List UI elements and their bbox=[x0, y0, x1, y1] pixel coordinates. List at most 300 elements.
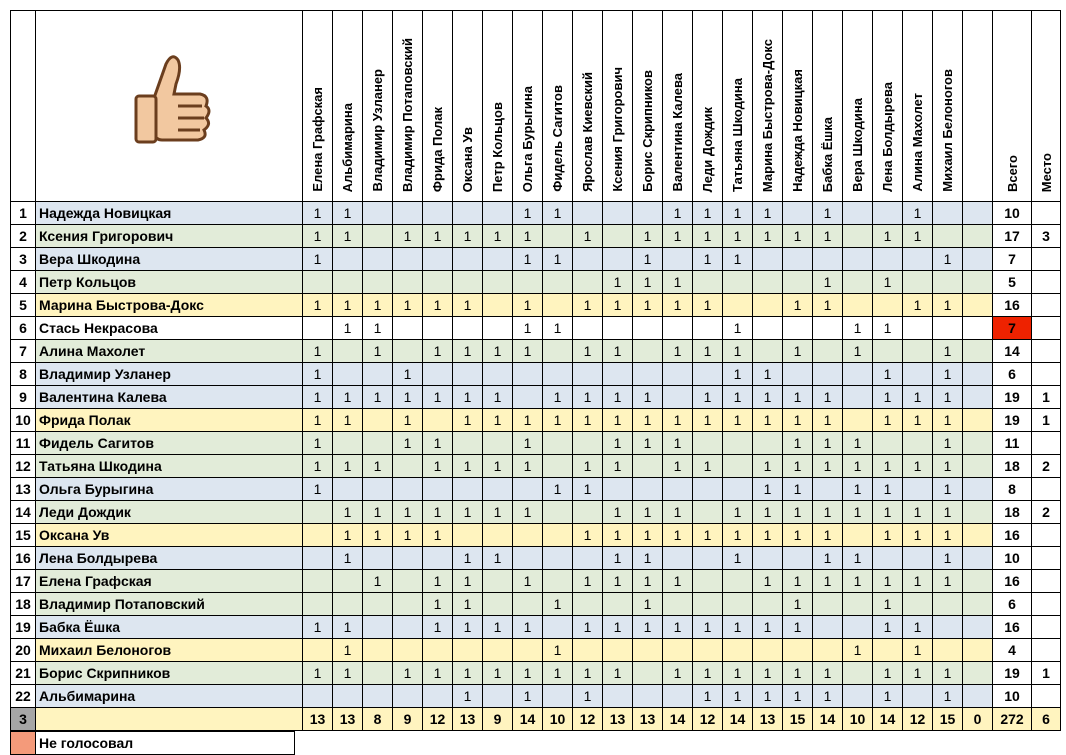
vote-cell: 1 bbox=[633, 432, 663, 455]
row-number: 6 bbox=[11, 317, 36, 340]
vote-cell: 1 bbox=[333, 455, 363, 478]
vote-cell bbox=[753, 432, 783, 455]
vote-cell bbox=[513, 363, 543, 386]
vote-cell: 1 bbox=[783, 616, 813, 639]
voting-sheet bbox=[10, 10, 1061, 755]
vote-cell: 1 bbox=[483, 386, 513, 409]
vote-cell: 1 bbox=[843, 340, 873, 363]
vote-cell bbox=[963, 593, 993, 616]
vote-cell bbox=[903, 547, 933, 570]
vote-cell: 1 bbox=[813, 524, 843, 547]
vote-cell: 1 bbox=[573, 409, 603, 432]
vote-cell: 1 bbox=[693, 202, 723, 225]
vote-cell bbox=[693, 478, 723, 501]
vote-cell bbox=[543, 294, 573, 317]
vote-cell bbox=[363, 248, 393, 271]
vote-cell bbox=[393, 547, 423, 570]
vote-cell: 1 bbox=[513, 501, 543, 524]
vote-cell: 1 bbox=[513, 248, 543, 271]
vote-cell bbox=[573, 547, 603, 570]
vote-cell bbox=[603, 202, 633, 225]
row-total: 19 bbox=[993, 386, 1032, 409]
vote-cell: 1 bbox=[723, 386, 753, 409]
vote-cell bbox=[663, 547, 693, 570]
vote-cell: 1 bbox=[693, 409, 723, 432]
column-header-label: Ксения Григорович bbox=[610, 67, 625, 192]
row-place bbox=[1032, 202, 1061, 225]
vote-cell bbox=[693, 639, 723, 662]
row-total: 4 bbox=[993, 639, 1032, 662]
vote-cell bbox=[363, 409, 393, 432]
vote-cell bbox=[663, 363, 693, 386]
vote-cell: 1 bbox=[393, 294, 423, 317]
vote-cell: 1 bbox=[693, 524, 723, 547]
column-header-label: Владимир Потаповский bbox=[400, 37, 415, 192]
vote-cell bbox=[393, 616, 423, 639]
legend-swatch bbox=[11, 732, 36, 755]
vote-cell: 1 bbox=[753, 501, 783, 524]
vote-cell: 1 bbox=[333, 639, 363, 662]
vote-cell: 1 bbox=[723, 340, 753, 363]
table-row bbox=[11, 386, 1061, 409]
column-total: 14 bbox=[813, 708, 843, 731]
vote-cell bbox=[363, 616, 393, 639]
vote-cell bbox=[633, 363, 663, 386]
vote-cell bbox=[753, 271, 783, 294]
vote-cell: 1 bbox=[813, 409, 843, 432]
vote-cell: 1 bbox=[903, 386, 933, 409]
vote-cell bbox=[573, 271, 603, 294]
vote-cell: 1 bbox=[603, 409, 633, 432]
vote-cell: 1 bbox=[783, 662, 813, 685]
vote-cell bbox=[333, 685, 363, 708]
vote-cell bbox=[963, 294, 993, 317]
row-name: Надежда Новицкая bbox=[36, 202, 303, 225]
row-number: 10 bbox=[11, 409, 36, 432]
vote-cell: 1 bbox=[723, 409, 753, 432]
row-name: Борис Скрипников bbox=[36, 662, 303, 685]
column-header-label: Петр Кольцов bbox=[490, 101, 505, 192]
vote-cell: 1 bbox=[693, 455, 723, 478]
row-name: Марина Быстрова-Докс bbox=[36, 294, 303, 317]
vote-cell bbox=[723, 432, 753, 455]
vote-cell: 1 bbox=[663, 570, 693, 593]
vote-cell bbox=[483, 570, 513, 593]
column-total: 8 bbox=[363, 708, 393, 731]
vote-cell: 1 bbox=[783, 478, 813, 501]
vote-cell bbox=[513, 271, 543, 294]
vote-cell bbox=[783, 271, 813, 294]
vote-cell: 1 bbox=[573, 225, 603, 248]
vote-cell: 1 bbox=[303, 248, 333, 271]
vote-cell: 1 bbox=[303, 409, 333, 432]
vote-cell bbox=[843, 662, 873, 685]
vote-cell: 1 bbox=[543, 478, 573, 501]
vote-cell bbox=[753, 547, 783, 570]
vote-cell bbox=[843, 248, 873, 271]
vote-cell bbox=[873, 202, 903, 225]
vote-cell bbox=[393, 478, 423, 501]
table-row bbox=[11, 271, 1061, 294]
column-header bbox=[453, 11, 483, 202]
vote-cell: 1 bbox=[543, 639, 573, 662]
vote-cell bbox=[963, 248, 993, 271]
logo-cell bbox=[36, 11, 303, 202]
vote-cell bbox=[963, 685, 993, 708]
column-header bbox=[843, 11, 873, 202]
row-total: 7 bbox=[993, 317, 1032, 340]
vote-cell: 1 bbox=[303, 432, 333, 455]
vote-cell bbox=[303, 271, 333, 294]
vote-cell: 1 bbox=[303, 225, 333, 248]
column-header bbox=[363, 11, 393, 202]
column-header-label: Леди Дождик bbox=[700, 106, 715, 192]
legend-label: Не голосовал bbox=[36, 732, 295, 755]
vote-cell: 1 bbox=[783, 524, 813, 547]
column-header bbox=[693, 11, 723, 202]
vote-cell bbox=[693, 593, 723, 616]
vote-cell: 1 bbox=[873, 570, 903, 593]
column-header-label: Альбимарина bbox=[340, 102, 355, 192]
vote-cell bbox=[903, 593, 933, 616]
vote-cell: 1 bbox=[783, 225, 813, 248]
vote-cell: 1 bbox=[303, 616, 333, 639]
column-header bbox=[723, 11, 753, 202]
vote-cell bbox=[423, 317, 453, 340]
vote-cell: 1 bbox=[453, 225, 483, 248]
vote-cell bbox=[783, 248, 813, 271]
vote-cell bbox=[963, 524, 993, 547]
vote-cell bbox=[903, 340, 933, 363]
vote-cell bbox=[753, 639, 783, 662]
vote-cell bbox=[393, 455, 423, 478]
vote-cell bbox=[963, 202, 993, 225]
vote-cell: 1 bbox=[873, 363, 903, 386]
vote-cell: 1 bbox=[903, 501, 933, 524]
vote-cell: 1 bbox=[333, 317, 363, 340]
vote-cell: 1 bbox=[363, 455, 393, 478]
vote-cell: 1 bbox=[483, 340, 513, 363]
vote-cell bbox=[333, 363, 363, 386]
vote-cell bbox=[603, 685, 633, 708]
vote-cell: 1 bbox=[453, 386, 483, 409]
vote-cell: 1 bbox=[573, 294, 603, 317]
column-header-label: Ярослав Киевский bbox=[580, 72, 595, 192]
row-number: 12 bbox=[11, 455, 36, 478]
row-place bbox=[1032, 432, 1061, 455]
vote-cell: 1 bbox=[603, 386, 633, 409]
row-place bbox=[1032, 340, 1061, 363]
vote-cell bbox=[363, 271, 393, 294]
vote-cell: 1 bbox=[753, 685, 783, 708]
vote-cell bbox=[693, 317, 723, 340]
vote-cell bbox=[573, 363, 603, 386]
row-number: 21 bbox=[11, 662, 36, 685]
vote-cell: 1 bbox=[393, 662, 423, 685]
vote-cell bbox=[453, 317, 483, 340]
vote-cell bbox=[513, 639, 543, 662]
vote-cell bbox=[963, 662, 993, 685]
vote-cell: 1 bbox=[843, 455, 873, 478]
vote-cell: 1 bbox=[813, 662, 843, 685]
vote-cell: 1 bbox=[513, 317, 543, 340]
vote-cell: 1 bbox=[363, 317, 393, 340]
row-total: 6 bbox=[993, 363, 1032, 386]
vote-cell: 1 bbox=[873, 317, 903, 340]
vote-cell: 1 bbox=[303, 478, 333, 501]
vote-cell: 1 bbox=[663, 294, 693, 317]
vote-cell bbox=[453, 271, 483, 294]
vote-cell: 1 bbox=[723, 501, 753, 524]
vote-cell: 1 bbox=[753, 225, 783, 248]
vote-cell: 1 bbox=[603, 271, 633, 294]
vote-cell: 1 bbox=[393, 386, 423, 409]
vote-cell: 1 bbox=[813, 432, 843, 455]
column-header-label: Лена Болдырева bbox=[880, 82, 895, 192]
vote-cell bbox=[543, 501, 573, 524]
vote-cell: 1 bbox=[873, 409, 903, 432]
vote-cell bbox=[663, 317, 693, 340]
vote-cell bbox=[903, 248, 933, 271]
vote-cell: 1 bbox=[813, 501, 843, 524]
table-row bbox=[11, 501, 1061, 524]
vote-cell bbox=[573, 202, 603, 225]
vote-cell bbox=[843, 202, 873, 225]
vote-cell: 1 bbox=[603, 616, 633, 639]
vote-cell bbox=[573, 432, 603, 455]
row-total: 18 bbox=[993, 455, 1032, 478]
vote-cell: 1 bbox=[723, 685, 753, 708]
column-total: 14 bbox=[513, 708, 543, 731]
table-row bbox=[11, 340, 1061, 363]
vote-cell bbox=[663, 386, 693, 409]
vote-cell: 1 bbox=[573, 570, 603, 593]
vote-cell: 1 bbox=[483, 455, 513, 478]
vote-cell: 1 bbox=[663, 202, 693, 225]
total-header-label: Всего bbox=[1004, 154, 1020, 192]
vote-cell bbox=[543, 340, 573, 363]
row-name: Татьяна Шкодина bbox=[36, 455, 303, 478]
table-row bbox=[11, 478, 1061, 501]
vote-cell: 1 bbox=[453, 593, 483, 616]
vote-cell: 1 bbox=[453, 294, 483, 317]
vote-cell: 1 bbox=[873, 593, 903, 616]
vote-cell: 1 bbox=[543, 248, 573, 271]
vote-cell: 1 bbox=[423, 386, 453, 409]
vote-cell bbox=[813, 317, 843, 340]
vote-cell bbox=[423, 202, 453, 225]
vote-cell: 1 bbox=[903, 409, 933, 432]
vote-cell: 1 bbox=[663, 225, 693, 248]
vote-cell: 1 bbox=[663, 409, 693, 432]
row-number: 13 bbox=[11, 478, 36, 501]
vote-cell: 1 bbox=[873, 225, 903, 248]
vote-cell bbox=[393, 202, 423, 225]
row-place bbox=[1032, 685, 1061, 708]
vote-cell bbox=[333, 478, 363, 501]
vote-cell bbox=[363, 363, 393, 386]
vote-cell: 1 bbox=[423, 593, 453, 616]
vote-cell bbox=[963, 639, 993, 662]
vote-cell: 1 bbox=[753, 202, 783, 225]
vote-cell: 1 bbox=[303, 340, 333, 363]
row-name: Фрида Полак bbox=[36, 409, 303, 432]
vote-cell bbox=[303, 570, 333, 593]
vote-cell bbox=[393, 593, 423, 616]
vote-cell bbox=[423, 409, 453, 432]
vote-cell bbox=[633, 340, 663, 363]
row-number: 11 bbox=[11, 432, 36, 455]
place-header-label: Место bbox=[1038, 152, 1054, 192]
row-number: 8 bbox=[11, 363, 36, 386]
vote-cell: 1 bbox=[783, 294, 813, 317]
vote-cell bbox=[783, 202, 813, 225]
row-place bbox=[1032, 271, 1061, 294]
vote-cell bbox=[543, 524, 573, 547]
vote-cell: 1 bbox=[723, 547, 753, 570]
vote-cell bbox=[723, 639, 753, 662]
vote-cell bbox=[543, 455, 573, 478]
vote-cell bbox=[603, 478, 633, 501]
column-header-label: Татьяна Шкодина bbox=[730, 78, 745, 192]
vote-cell bbox=[573, 593, 603, 616]
vote-cell: 1 bbox=[843, 639, 873, 662]
row-name: Валентина Калева bbox=[36, 386, 303, 409]
column-header bbox=[873, 11, 903, 202]
vote-cell: 1 bbox=[603, 662, 633, 685]
vote-cell bbox=[783, 317, 813, 340]
vote-cell: 1 bbox=[633, 593, 663, 616]
row-number: 20 bbox=[11, 639, 36, 662]
vote-cell: 1 bbox=[333, 409, 363, 432]
vote-cell: 1 bbox=[693, 685, 723, 708]
vote-cell bbox=[963, 432, 993, 455]
column-total: 12 bbox=[693, 708, 723, 731]
column-header bbox=[393, 11, 423, 202]
vote-cell bbox=[603, 639, 633, 662]
row-place: 1 bbox=[1032, 386, 1061, 409]
vote-cell bbox=[423, 639, 453, 662]
vote-cell: 1 bbox=[513, 685, 543, 708]
row-name: Алина Махолет bbox=[36, 340, 303, 363]
vote-cell bbox=[783, 547, 813, 570]
vote-cell: 1 bbox=[873, 685, 903, 708]
column-header bbox=[573, 11, 603, 202]
vote-cell bbox=[393, 317, 423, 340]
vote-cell bbox=[903, 432, 933, 455]
column-header-label: Владимир Узланер bbox=[370, 69, 385, 192]
vote-cell bbox=[693, 570, 723, 593]
vote-cell: 1 bbox=[603, 524, 633, 547]
row-name: Леди Дождик bbox=[36, 501, 303, 524]
row-number: 22 bbox=[11, 685, 36, 708]
vote-cell bbox=[873, 340, 903, 363]
vote-cell bbox=[453, 363, 483, 386]
vote-cell bbox=[633, 317, 663, 340]
vote-cell: 1 bbox=[393, 409, 423, 432]
vote-cell: 1 bbox=[813, 685, 843, 708]
vote-cell: 1 bbox=[513, 409, 543, 432]
row-total: 11 bbox=[993, 432, 1032, 455]
vote-cell: 1 bbox=[633, 225, 663, 248]
vote-cell: 1 bbox=[723, 225, 753, 248]
column-total: 9 bbox=[393, 708, 423, 731]
vote-cell: 1 bbox=[663, 662, 693, 685]
vote-cell: 1 bbox=[633, 501, 663, 524]
row-total: 10 bbox=[993, 202, 1032, 225]
vote-cell bbox=[753, 317, 783, 340]
vote-cell: 1 bbox=[303, 363, 333, 386]
vote-cell: 1 bbox=[393, 524, 423, 547]
row-place bbox=[1032, 294, 1061, 317]
vote-cell bbox=[483, 593, 513, 616]
vote-cell: 1 bbox=[453, 455, 483, 478]
vote-cell: 1 bbox=[813, 202, 843, 225]
vote-cell: 1 bbox=[333, 547, 363, 570]
vote-cell bbox=[813, 639, 843, 662]
vote-cell: 1 bbox=[543, 593, 573, 616]
vote-cell: 1 bbox=[933, 547, 963, 570]
vote-cell: 1 bbox=[603, 294, 633, 317]
vote-cell: 1 bbox=[663, 616, 693, 639]
vote-cell: 1 bbox=[753, 662, 783, 685]
vote-cell: 1 bbox=[603, 547, 633, 570]
vote-cell: 1 bbox=[873, 478, 903, 501]
column-total: 14 bbox=[723, 708, 753, 731]
vote-cell: 1 bbox=[813, 225, 843, 248]
vote-cell: 1 bbox=[633, 616, 663, 639]
vote-cell bbox=[813, 616, 843, 639]
row-place bbox=[1032, 593, 1061, 616]
vote-cell: 1 bbox=[453, 409, 483, 432]
vote-cell: 1 bbox=[693, 248, 723, 271]
column-total: 12 bbox=[573, 708, 603, 731]
place-header bbox=[1032, 11, 1061, 202]
column-header bbox=[543, 11, 573, 202]
header-row bbox=[11, 11, 1061, 202]
totals-row bbox=[11, 708, 1061, 731]
vote-cell: 1 bbox=[363, 501, 393, 524]
column-total: 14 bbox=[663, 708, 693, 731]
vote-cell: 1 bbox=[483, 616, 513, 639]
vote-cell bbox=[633, 478, 663, 501]
vote-cell: 1 bbox=[573, 478, 603, 501]
vote-cell: 1 bbox=[753, 478, 783, 501]
column-header-label: Борис Скрипников bbox=[640, 70, 655, 192]
vote-cell bbox=[453, 248, 483, 271]
vote-cell bbox=[603, 363, 633, 386]
vote-cell: 1 bbox=[513, 202, 543, 225]
vote-cell bbox=[393, 639, 423, 662]
vote-cell: 1 bbox=[813, 271, 843, 294]
vote-cell bbox=[693, 363, 723, 386]
vote-cell: 1 bbox=[573, 386, 603, 409]
vote-cell: 1 bbox=[753, 363, 783, 386]
vote-cell bbox=[933, 593, 963, 616]
vote-cell: 1 bbox=[363, 570, 393, 593]
vote-cell bbox=[933, 639, 963, 662]
vote-cell bbox=[723, 593, 753, 616]
vote-cell: 1 bbox=[363, 524, 393, 547]
vote-cell: 1 bbox=[303, 455, 333, 478]
column-total: 13 bbox=[453, 708, 483, 731]
vote-cell bbox=[363, 593, 393, 616]
vote-cell: 1 bbox=[543, 317, 573, 340]
vote-cell: 1 bbox=[723, 524, 753, 547]
vote-cell: 1 bbox=[903, 524, 933, 547]
vote-cell bbox=[963, 225, 993, 248]
row-name: Оксана Ув bbox=[36, 524, 303, 547]
